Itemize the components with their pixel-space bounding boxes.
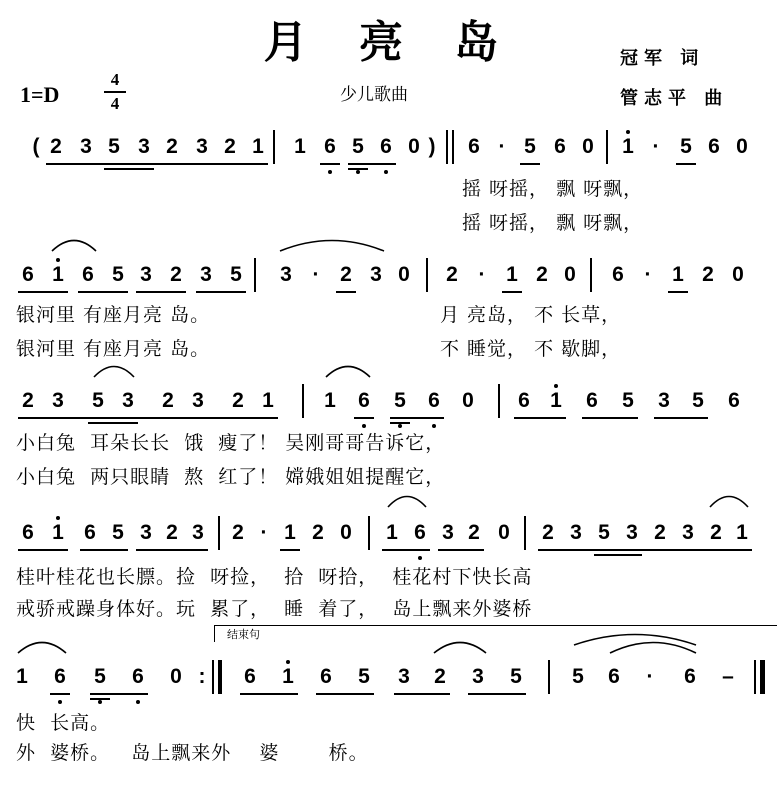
note: 3 <box>280 263 292 286</box>
note: 0 <box>564 263 576 286</box>
note: 2 <box>468 521 480 544</box>
note: 3 <box>370 263 382 286</box>
beam-underline <box>18 417 278 419</box>
note: 2 <box>536 263 548 286</box>
note: 6 <box>22 521 34 544</box>
note: 2 <box>170 263 182 286</box>
note: · <box>478 263 486 286</box>
note: 6 <box>554 135 566 158</box>
note: 3 <box>682 521 694 544</box>
note: 1 <box>386 521 398 544</box>
note: 2 <box>232 521 244 544</box>
note: 5 <box>510 665 522 688</box>
note: 5 <box>92 389 104 412</box>
note: 3 <box>80 135 92 158</box>
note: 2 <box>50 135 62 158</box>
lyric-row3-verse1: 小白兔 耳朵长长 饿 瘦了！ 吴刚哥哥告诉它， <box>16 432 446 454</box>
note: · <box>312 263 320 286</box>
slur <box>710 492 748 508</box>
note: · <box>260 521 268 544</box>
beam-underline <box>382 549 430 551</box>
lyric-row2-verse2b: 不 睡觉， 不 歇脚， <box>440 338 622 360</box>
note: 1 <box>252 135 264 158</box>
note: ( <box>32 135 40 158</box>
lyric-row2-verse1: 银河里 有座月亮 岛。 <box>16 304 211 326</box>
barline <box>498 384 500 418</box>
note: 5 <box>572 665 584 688</box>
note: 5 <box>598 521 610 544</box>
note: 2 <box>340 263 352 286</box>
barline <box>218 516 220 550</box>
octave-dot <box>98 700 102 704</box>
beam-underline <box>240 693 298 695</box>
note: · <box>498 135 506 158</box>
barline <box>254 258 256 292</box>
beam-underline <box>78 291 128 293</box>
note: 5 <box>394 389 406 412</box>
beam-underline <box>354 417 374 419</box>
note: 3 <box>140 521 152 544</box>
note: 6 <box>54 665 66 688</box>
note: 1 <box>672 263 684 286</box>
note: 6 <box>132 665 144 688</box>
key-signature: 1=D <box>20 82 60 107</box>
note: 3 <box>658 389 670 412</box>
slur <box>52 236 96 252</box>
note: 6 <box>428 389 440 412</box>
note: 0 <box>582 135 594 158</box>
note: 1 <box>282 665 294 688</box>
octave-dot <box>384 170 388 174</box>
barline <box>524 516 526 550</box>
beam-underline <box>502 291 522 293</box>
note: 3 <box>192 521 204 544</box>
lyric-row3-verse2: 小白兔 两只眼睛 熬 红了！ 嫦娥姐姐提醒它， <box>16 466 446 488</box>
note: 0 <box>498 521 510 544</box>
note: 2 <box>312 521 324 544</box>
slur <box>18 638 66 654</box>
composer-credit: 管志平 曲 <box>620 88 729 109</box>
note: 1 <box>262 389 274 412</box>
barline <box>548 660 550 694</box>
end-phrase-label: 结束句 <box>227 628 260 641</box>
note: 6 <box>708 135 720 158</box>
note: 3 <box>570 521 582 544</box>
beam-underline <box>136 549 208 551</box>
beam-underline <box>88 422 138 424</box>
note: 6 <box>414 521 426 544</box>
note: 1 <box>52 263 64 286</box>
barline <box>446 130 448 164</box>
beam-underline <box>46 163 268 165</box>
note: 3 <box>442 521 454 544</box>
note: 5 <box>108 135 120 158</box>
beam-underline <box>538 549 752 551</box>
time-signature-bottom: 4 <box>110 94 120 113</box>
note: 6 <box>358 389 370 412</box>
note: 5 <box>352 135 364 158</box>
slur <box>326 362 370 378</box>
note: 1 <box>550 389 562 412</box>
note: 3 <box>472 665 484 688</box>
barline <box>452 130 454 164</box>
note: 6 <box>586 389 598 412</box>
barline <box>760 660 765 694</box>
note: 0 <box>462 389 474 412</box>
note: 6 <box>608 665 620 688</box>
note: 5 <box>680 135 692 158</box>
octave-dot <box>136 700 140 704</box>
end-phrase-bracket <box>214 625 777 642</box>
note: 3 <box>122 389 134 412</box>
note: 5 <box>524 135 536 158</box>
note: 1 <box>622 135 634 158</box>
lyricist-credit: 冠军 词 <box>620 48 705 69</box>
note: · <box>646 665 654 688</box>
note: 6 <box>728 389 740 412</box>
barline <box>368 516 370 550</box>
beam-underline <box>196 291 246 293</box>
note: 1 <box>506 263 518 286</box>
barline <box>273 130 275 164</box>
note: 0 <box>340 521 352 544</box>
song-title: 月 亮 岛 <box>263 17 517 68</box>
note: · <box>652 135 660 158</box>
note: 0 <box>408 135 420 158</box>
note: · <box>644 263 652 286</box>
lyric-row1-verse1: 摇 呀摇， 飘 呀飘， <box>462 178 644 200</box>
note: 5 <box>230 263 242 286</box>
octave-dot <box>328 170 332 174</box>
note: 2 <box>22 389 34 412</box>
beam-underline <box>468 693 526 695</box>
lyric-row4-verse1: 桂叶桂花也长膘。捡 呀捡， 拾 呀拾， 桂花村下快长高 <box>16 566 533 588</box>
beam-underline <box>104 168 154 170</box>
beam-underline <box>90 698 110 700</box>
note: 1 <box>16 665 28 688</box>
note: 0 <box>170 665 182 688</box>
time-signature <box>104 70 126 114</box>
beam-underline <box>136 291 186 293</box>
beam-underline <box>80 549 128 551</box>
note: 3 <box>398 665 410 688</box>
note: 2 <box>224 135 236 158</box>
note: 2 <box>542 521 554 544</box>
beam-underline <box>320 163 340 165</box>
note: 2 <box>166 521 178 544</box>
note: 2 <box>654 521 666 544</box>
note: 2 <box>710 521 722 544</box>
barline <box>426 258 428 292</box>
octave-dot <box>554 384 558 388</box>
note: 1 <box>294 135 306 158</box>
lyric-row2-verse2: 银河里 有座月亮 岛。 <box>16 338 211 360</box>
beam-underline <box>280 549 300 551</box>
beam-underline <box>520 163 540 165</box>
lyric-row4-verse2: 戒骄戒躁身体好。玩 累了， 睡 着了， 岛上飘来外婆桥 <box>16 598 533 620</box>
beam-underline <box>348 163 396 165</box>
barline <box>212 660 214 694</box>
note: 3 <box>196 135 208 158</box>
note: 1 <box>284 521 296 544</box>
octave-dot <box>58 700 62 704</box>
lyric-row1-verse2: 摇 呀摇， 飘 呀飘， <box>462 212 644 234</box>
beam-underline <box>18 549 68 551</box>
note: 6 <box>518 389 530 412</box>
note: 5 <box>358 665 370 688</box>
note: 6 <box>22 263 34 286</box>
note: – <box>722 665 734 688</box>
barline <box>590 258 592 292</box>
octave-dot <box>356 170 360 174</box>
slur <box>280 236 384 252</box>
note: 3 <box>200 263 212 286</box>
beam-underline <box>582 417 638 419</box>
note: 6 <box>244 665 256 688</box>
note: 6 <box>82 263 94 286</box>
beam-underline <box>594 554 642 556</box>
note: 2 <box>446 263 458 286</box>
barline <box>218 660 222 694</box>
time-signature-top: 4 <box>110 70 120 89</box>
note: 2 <box>702 263 714 286</box>
lyric-row5-verse2: 外 婆桥。 岛上飘来外 婆 桥。 <box>16 742 369 764</box>
note: 5 <box>112 521 124 544</box>
lyric-row2-verse1b: 月 亮岛， 不 长草， <box>440 304 622 326</box>
barline <box>754 660 756 694</box>
note: 5 <box>692 389 704 412</box>
note: 3 <box>192 389 204 412</box>
beam-underline <box>394 693 450 695</box>
note: 5 <box>622 389 634 412</box>
note: 0 <box>736 135 748 158</box>
beam-underline <box>676 163 696 165</box>
note: 3 <box>52 389 64 412</box>
octave-dot <box>286 660 290 664</box>
genre-label: 少儿歌曲 <box>340 85 408 105</box>
note: 3 <box>626 521 638 544</box>
beam-underline <box>336 291 356 293</box>
beam-underline <box>390 422 410 424</box>
note: 5 <box>112 263 124 286</box>
beam-underline <box>50 693 70 695</box>
barline <box>606 130 608 164</box>
note: : <box>198 665 206 688</box>
beam-underline <box>668 291 688 293</box>
note: 6 <box>468 135 480 158</box>
slur <box>388 492 426 508</box>
note: 6 <box>684 665 696 688</box>
note: 0 <box>398 263 410 286</box>
note: 5 <box>94 665 106 688</box>
beam-underline <box>348 168 368 170</box>
note: 1 <box>736 521 748 544</box>
beam-underline <box>390 417 444 419</box>
lyric-row5-verse1: 快 长高。 <box>16 712 111 734</box>
octave-dot <box>56 516 60 520</box>
note: 1 <box>52 521 64 544</box>
beam-underline <box>18 291 68 293</box>
note: 2 <box>232 389 244 412</box>
beam-underline <box>654 417 708 419</box>
note: 1 <box>324 389 336 412</box>
barline <box>302 384 304 418</box>
note: 2 <box>434 665 446 688</box>
beam-underline <box>316 693 374 695</box>
beam-underline <box>514 417 566 419</box>
note: 6 <box>612 263 624 286</box>
note: 0 <box>732 263 744 286</box>
note: 2 <box>166 135 178 158</box>
beam-underline <box>438 549 484 551</box>
note: 2 <box>162 389 174 412</box>
octave-dot <box>626 130 630 134</box>
note: 6 <box>84 521 96 544</box>
note: 6 <box>380 135 392 158</box>
note: 6 <box>324 135 336 158</box>
note: 6 <box>320 665 332 688</box>
note: 3 <box>138 135 150 158</box>
note: ) <box>428 135 436 158</box>
octave-dot <box>418 556 422 560</box>
note: 3 <box>140 263 152 286</box>
beam-underline <box>90 693 148 695</box>
slur <box>94 362 134 378</box>
octave-dot <box>56 258 60 262</box>
